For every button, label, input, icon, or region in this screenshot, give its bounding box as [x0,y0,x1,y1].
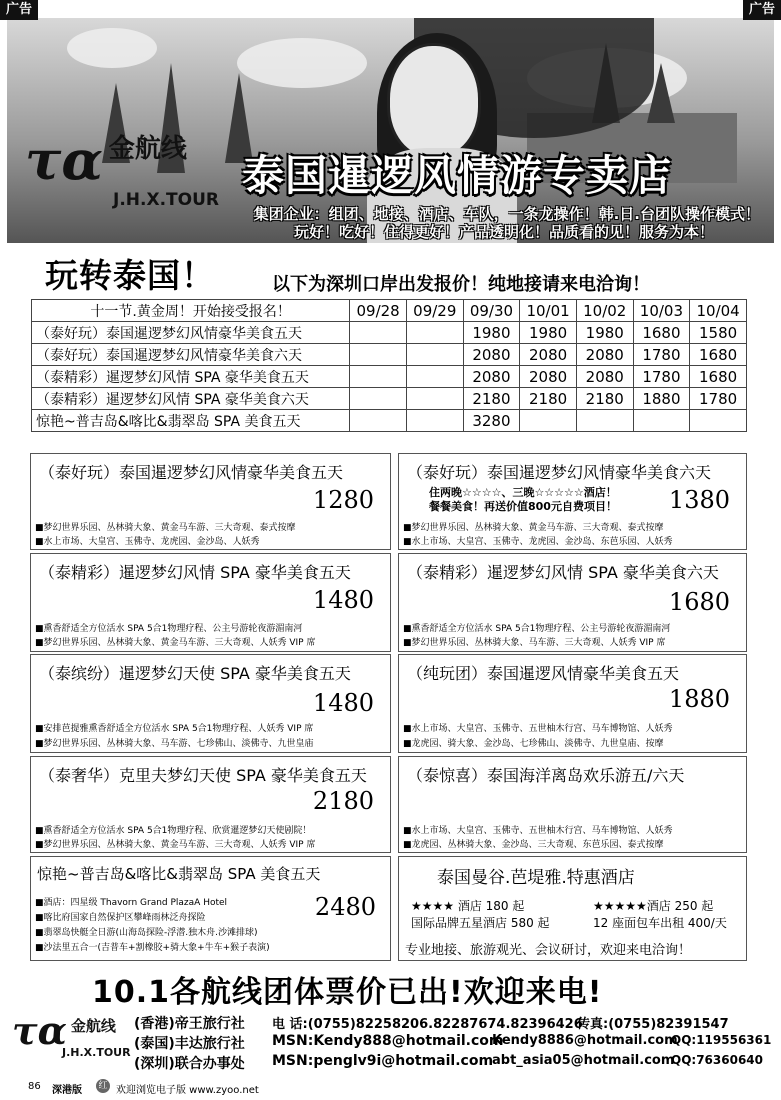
edition-label: 深港版 [52,1085,82,1096]
tour-card-detail: ■梦幻世界乐园、丛林骑大象、黄金马车游、三大奇观、泰式按摩 [35,523,296,533]
tour-card-detail: ■水上市场、大皇宫、玉佛寺、五世柚木行宫、马车博物馆、人妖秀 [403,826,673,836]
tour-card-detail: ■龙虎园、骑大象、金沙岛、七珍佛山、淡佛寺、九世皇庙、按摩 [403,739,664,749]
brand-name-cn: 金航线 [70,1017,116,1035]
tour-card-title: （泰精彩）暹逻梦幻风情 SPA 豪华美食五天 [39,563,351,582]
contact-msn: MSN:penglv9i@hotmail.com [272,1053,494,1069]
price-cell: 3280 [463,410,520,432]
tour-name: （泰精彩）暹逻梦幻风情 SPA 豪华美食六天 [32,388,350,410]
ad-label-left: 广告 [0,0,38,20]
hero-title: 泰国暹逻风情游专卖店 [242,151,673,200]
tour-card-detail: ■熏香舒适全方位活水 SPA 5合1物理疗程、欣赏暹逻梦幻天使剧院！ [35,826,312,836]
date-header: 09/30 [463,300,520,322]
date-header: 09/28 [350,300,407,322]
hotel-note: 专业地接、旅游观光、会议研讨，欢迎来电洽询！ [405,943,692,958]
price-cell [520,410,577,432]
tour-name: （泰好玩）泰国暹逻梦幻风情豪华美食六天 [32,344,350,366]
price-table-title: 十一节.黄金周！开始接受报名！ [32,300,350,322]
price-cell [633,410,690,432]
price-cell [350,410,407,432]
tour-card-title: （泰缤纷）暹逻梦幻天使 SPA 豪华美食五天 [39,664,351,683]
table-row [32,366,747,388]
price-cell: 2180 [520,388,577,410]
ticket-banner: 10.1各航线团体票价已出!欢迎来电! [92,975,603,1010]
tour-card [398,654,747,753]
tour-card-detail: ■熏香舒适全方位活水 SPA 5合1物理疗程、公主号游轮夜游湄南河 [403,624,671,634]
hotel-title: 泰国曼谷.芭堤雅.特惠酒店 [437,868,635,888]
tour-card-title: （泰好玩）泰国暹逻梦幻风情豪华美食六天 [407,463,712,482]
tour-name: （泰精彩）暹逻梦幻风情 SPA 豪华美食五天 [32,366,350,388]
phuket-detail: ■酒店：四星级 Thavorn Grand PlazaA Hotel [35,898,228,908]
tour-card-detail: ■熏香舒适全方位活水 SPA 5合1物理疗程、公主号游轮夜游湄南河 [35,624,303,634]
brand-mark: τα [25,128,103,192]
tour-card [30,553,391,652]
hotel-price: ★★★★★酒店 250 起 [593,899,714,913]
price-table-header [32,300,747,322]
table-row [32,322,747,344]
tour-card-title: （泰奢华）克里夫梦幻天使 SPA 豪华美食五天 [39,766,367,785]
promo-line: 餐餐美食！再送价值800元自费项目！ [429,500,617,513]
table-row [32,344,747,366]
contact-email: abt_asia05@hotmail.com [492,1053,675,1068]
price-cell: 1980 [520,322,577,344]
tour-card-price: 2180 [312,787,374,815]
table-row [32,410,747,432]
contact-qq: QQ:119556361 [671,1033,772,1047]
brand-name-en: J.H.X.TOUR [113,190,219,210]
hero-banner [7,18,774,243]
price-cell [576,410,633,432]
hotel-price: 国际品牌五星酒店 580 起 [411,916,550,930]
hero-subtitle-2: 玩好！吃好！住得更好！产品透明化！品质看的见！服务为本！ [293,223,714,241]
tour-card [30,654,391,753]
tour-card-detail: ■水上市场、大皇宫、玉佛寺、龙虎园、金沙岛、人妖秀 [35,537,260,547]
price-cell [350,388,407,410]
price-cell: 2080 [520,344,577,366]
tour-card-price: 1380 [668,486,730,514]
contact-msn: MSN:Kendy888@hotmail.com [272,1033,504,1049]
price-cell: 1580 [690,322,747,344]
tour-card-price: 1680 [668,588,730,616]
date-header: 10/01 [520,300,577,322]
tour-card-title: （纯玩团）泰国暹逻风情豪华美食五天 [407,664,680,683]
price-cell: 1980 [576,322,633,344]
tour-card-price: 1480 [312,586,374,614]
price-cell [406,322,463,344]
ad-label-right: 广告 [743,0,781,20]
brand-name-cn: 金航线 [108,134,187,164]
hero-subtitle-1: 集团企业：组团、地接、酒店、车队，一条龙操作！韩.日.台团队操作模式！ [253,205,760,223]
phuket-title: 惊艳~普吉岛&喀比&翡翠岛 SPA 美食五天 [37,865,321,883]
tour-card-price: 1480 [312,689,374,717]
tour-card-detail: ■梦幻世界乐园、丛林骑大象、黄金马车游、三大奇观、人妖秀 VIP 席 [35,840,316,850]
price-cell [406,366,463,388]
price-cell [350,344,407,366]
edition-badge: 红 [96,1079,110,1093]
phuket-detail: ■沙法里五合一(吉普车+割橡胶+骑大象+牛车+猴子表演) [35,943,270,953]
price-cell: 1680 [690,366,747,388]
price-cell: 2180 [576,388,633,410]
hotel-price: 12 座面包车出租 400/天 [593,916,727,930]
tour-card-detail: ■梦幻世界乐园、丛林骑大象、马车游、七珍佛山、淡佛寺、九世皇庙 [35,739,314,749]
date-header: 10/04 [690,300,747,322]
brand-logo-bottom [12,1008,131,1059]
brand-name-en: J.H.X.TOUR [62,1046,131,1059]
price-cell [350,366,407,388]
contact-qq: QQ:76360640 [671,1053,763,1067]
tour-card [398,756,747,853]
price-cell [690,410,747,432]
contact-agency: (深圳)联合办事处 [134,1056,245,1072]
date-header: 10/02 [576,300,633,322]
tour-card-price: 1880 [668,685,730,713]
phuket-detail: ■翡翠岛快艇全日游(山海岛探险-浮潜.独木舟.沙滩排球) [35,928,258,938]
date-header: 10/03 [633,300,690,322]
tour-card-title: （泰精彩）暹逻梦幻风情 SPA 豪华美食六天 [407,563,719,582]
tour-card-detail: ■水上市场、大皇宫、玉佛寺、五世柚木行宫、马车博物馆、人妖秀 [403,724,673,734]
price-cell [406,410,463,432]
price-cell: 2180 [463,388,520,410]
contact-email: Kendy8886@hotmail.com [492,1033,678,1048]
price-cell [406,344,463,366]
tour-card [30,756,391,853]
tour-card-promo [429,486,617,514]
tour-card [30,453,391,550]
price-cell: 1780 [633,366,690,388]
price-cell: 1880 [633,388,690,410]
tour-card-detail: ■梦幻世界乐园、丛林骑大象、黄金马车游、三大奇观、人妖秀 VIP 席 [35,638,316,648]
price-cell: 1680 [633,322,690,344]
brand-mark: τα [12,1008,67,1053]
section-note: 以下为深圳口岸出发报价！纯地接请来电洽询！ [272,274,650,295]
hotel-price: ★★★★ 酒店 180 起 [411,899,525,913]
hotel-card [398,856,747,961]
date-header: 09/29 [406,300,463,322]
section-title: 玩转泰国！ [45,256,215,295]
tour-card-detail: ■梦幻世界乐园、丛林骑大象、马车游、三大奇观、人妖秀 VIP 席 [403,638,666,648]
footer-text: 欢迎浏览电子版 www.zyoo.net [116,1085,259,1096]
table-row [32,388,747,410]
phuket-card [30,856,391,961]
contact-fax: 传真:(0755)82391547 [577,1017,729,1032]
tour-card-price: 1280 [312,486,374,514]
tour-card [398,453,747,550]
price-table [31,299,747,432]
tour-name: （泰好玩）泰国暹逻梦幻风情豪华美食五天 [32,322,350,344]
price-cell: 1980 [463,322,520,344]
contact-agency: (香港)帝王旅行社 [134,1016,245,1032]
phuket-price: 2480 [314,893,376,921]
price-cell: 1680 [690,344,747,366]
tour-card-detail: ■梦幻世界乐园、丛林骑大象、黄金马车游、三大奇观、泰式按摩 [403,523,664,533]
tour-card-detail: ■龙虎园、丛林骑大象、金沙岛、三大奇观、东芭乐园、泰式按摩 [403,840,664,850]
price-cell: 1780 [690,388,747,410]
price-cell [350,322,407,344]
price-cell: 2080 [463,366,520,388]
tour-name: 惊艳~普吉岛&喀比&翡翠岛 SPA 美食五天 [32,410,350,432]
price-cell: 2080 [576,344,633,366]
contact-agency: (泰国)丰达旅行社 [134,1036,245,1052]
tour-card-detail: ■安排芭提雅熏香舒适全方位活水 SPA 5合1物理疗程、人妖秀 VIP 席 [35,724,314,734]
contact-phone: 电 话:(0755)82258206.82287674.82396426 [272,1017,583,1032]
promo-line: 住两晚☆☆☆☆、三晚☆☆☆☆☆酒店！ [429,486,617,499]
price-cell: 1780 [633,344,690,366]
price-cell [406,388,463,410]
price-cell: 2080 [576,366,633,388]
price-cell: 2080 [520,366,577,388]
page-number: 86 [28,1081,41,1092]
brand-logo [25,128,219,210]
tour-card-title: （泰惊喜）泰国海洋离岛欢乐游五/六天 [407,766,685,785]
tour-card [398,553,747,652]
price-cell: 2080 [463,344,520,366]
tour-card-detail: ■水上市场、大皇宫、玉佛寺、龙虎园、金沙岛、东芭乐园、人妖秀 [403,537,673,547]
tour-card-title: （泰好玩）泰国暹逻梦幻风情豪华美食五天 [39,463,344,482]
phuket-detail: ■喀比府国家自然保护区攀峰雨林泛舟探险 [35,913,206,923]
